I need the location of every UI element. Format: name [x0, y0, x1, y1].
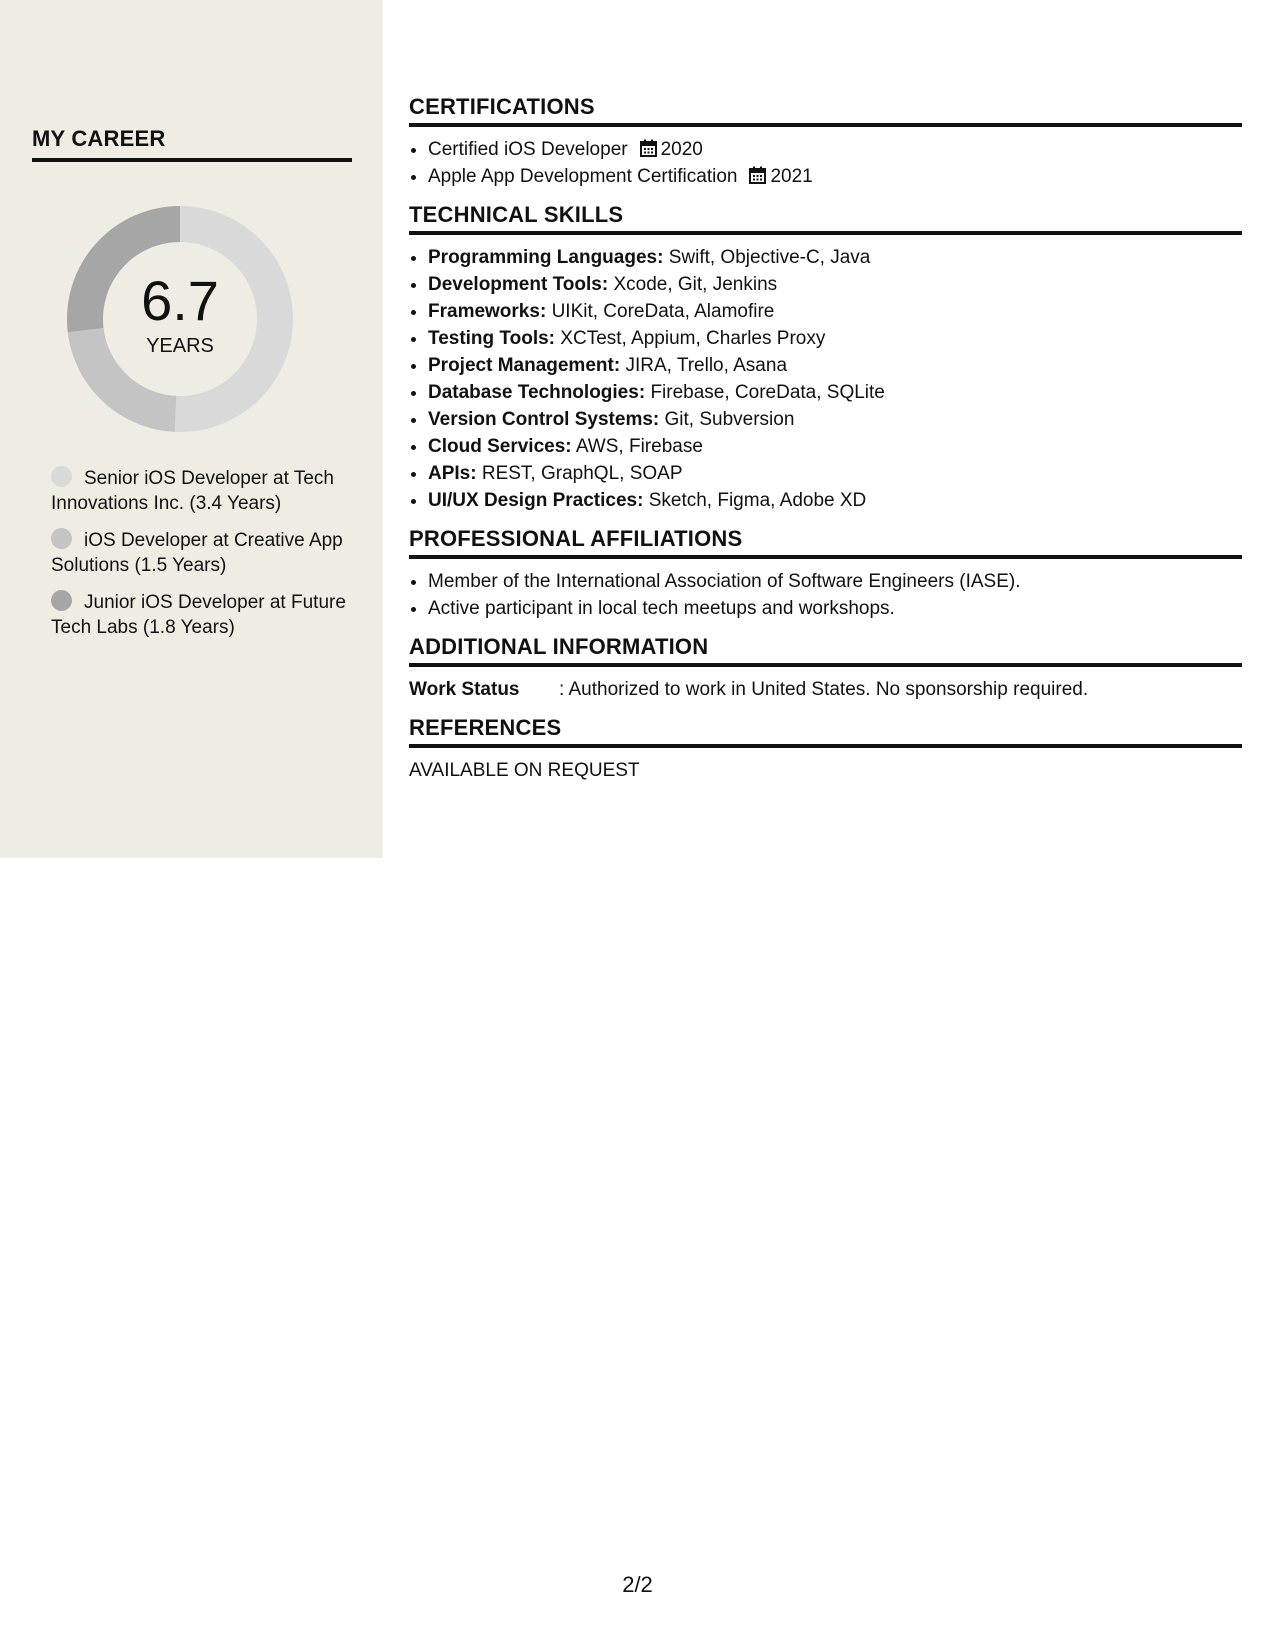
skill-label: Version Control Systems: [428, 409, 660, 430]
skill-label: Development Tools: [428, 274, 609, 295]
skill-value: Git, Subversion [664, 409, 795, 430]
career-legend-item [51, 590, 351, 640]
affiliation-item: • Member of the International Association of Software Engineers (IASE). [428, 568, 1242, 595]
sidebar [0, 0, 383, 858]
skill-value: XCTest, Appium, Charles Proxy [560, 328, 826, 349]
main-content [409, 94, 1242, 796]
skill-value: AWS, Firebase [575, 436, 703, 457]
certification-name: Apple App Development Certification [428, 166, 738, 187]
skill-item [428, 487, 1242, 514]
section-heading: TECHNICAL SKILLS [409, 202, 1242, 235]
legend-dot-icon [51, 466, 72, 487]
work-status-label: Work Status [409, 679, 520, 700]
skill-label: Programming Languages: [428, 247, 664, 268]
certification-item [428, 163, 1242, 190]
skill-label: Cloud Services: [428, 436, 572, 457]
skill-value: REST, GraphQL, SOAP [481, 463, 683, 484]
work-status-row [409, 676, 1242, 703]
career-legend [51, 466, 351, 652]
skill-item [428, 352, 1242, 379]
professional-affiliations-section [409, 526, 1242, 622]
skill-value: Xcode, Git, Jenkins [613, 274, 778, 295]
skill-item [428, 406, 1242, 433]
skill-label: APIs: [428, 463, 477, 484]
skill-value: Swift, Objective-C, Java [668, 247, 871, 268]
certification-name: Certified iOS Developer [428, 139, 628, 160]
skill-label: UI/UX Design Practices: [428, 490, 644, 511]
calendar-icon [640, 139, 657, 157]
skill-item [428, 460, 1242, 487]
section-heading: ADDITIONAL INFORMATION [409, 634, 1242, 667]
skills-list [409, 244, 1242, 514]
career-total-unit: YEARS [146, 335, 214, 357]
additional-information-section [409, 634, 1242, 703]
references-section [409, 715, 1242, 784]
skill-item [428, 244, 1242, 271]
affiliations-list [409, 568, 1242, 622]
certifications-list [409, 136, 1242, 190]
career-legend-label: Senior iOS Developer at Tech Innovations Inc. (3.4 Years) [51, 468, 334, 514]
technical-skills-section [409, 202, 1242, 514]
career-total-value: 6.7 [141, 269, 219, 332]
skill-item [428, 433, 1242, 460]
skill-value: UIKit, CoreData, Alamofire [551, 301, 775, 322]
certifications-section [409, 94, 1242, 190]
skill-item [428, 271, 1242, 298]
certification-item [428, 136, 1242, 163]
legend-dot-icon [51, 528, 72, 549]
skill-item [428, 379, 1242, 406]
section-heading: CERTIFICATIONS [409, 94, 1242, 127]
skill-item [428, 298, 1242, 325]
skill-value: Firebase, CoreData, SQLite [650, 382, 885, 403]
section-heading: REFERENCES [409, 715, 1242, 748]
skill-label: Database Technologies: [428, 382, 646, 403]
skill-value: Sketch, Figma, Adobe XD [648, 490, 867, 511]
affiliation-item: • Active participant in local tech meetups and workshops. [428, 595, 1242, 622]
career-legend-item [51, 466, 351, 516]
certification-year: 2021 [770, 166, 813, 187]
skill-label: Frameworks: [428, 301, 547, 322]
skill-value: JIRA, Trello, Asana [625, 355, 788, 376]
career-legend-label: Junior iOS Developer at Future Tech Labs (1.8 Years) [51, 592, 346, 638]
skill-item [428, 325, 1242, 352]
page-number: 2/2 [622, 1572, 653, 1597]
calendar-icon [749, 166, 766, 184]
legend-dot-icon [51, 590, 72, 611]
section-heading: PROFESSIONAL AFFILIATIONS [409, 526, 1242, 559]
references-text: AVAILABLE ON REQUEST [409, 760, 640, 781]
skill-label: Testing Tools: [428, 328, 556, 349]
career-legend-label: iOS Developer at Creative App Solutions (1.5 Years) [51, 530, 343, 576]
career-donut-chart [67, 206, 293, 432]
career-legend-item [51, 528, 351, 578]
work-status-value: : Authorized to work in United States. No sponsorship required. [559, 679, 1089, 700]
certification-year: 2020 [660, 139, 703, 160]
skill-label: Project Management: [428, 355, 621, 376]
my-career-heading: MY CAREER [32, 126, 352, 162]
